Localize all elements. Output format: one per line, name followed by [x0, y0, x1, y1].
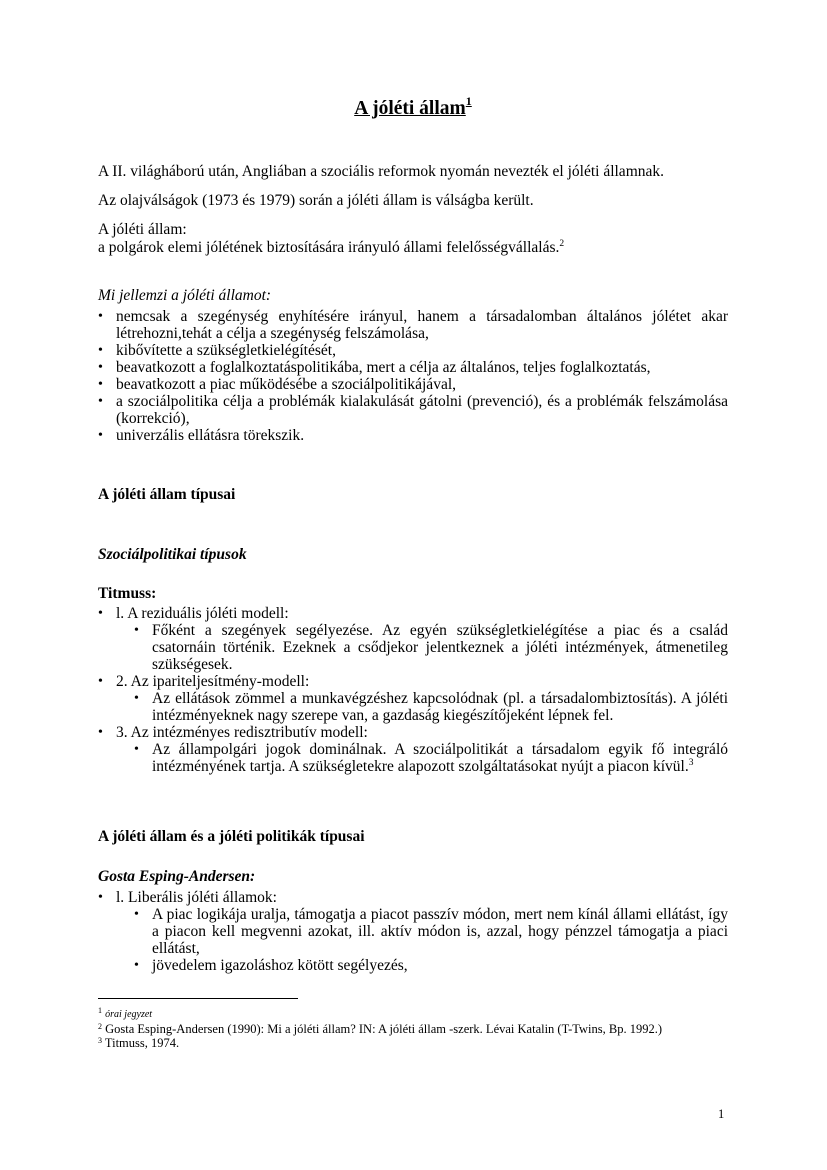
definition-text: [98, 239, 728, 256]
list-item: [98, 724, 728, 775]
footnote-divider: [98, 998, 298, 999]
sub-list: [134, 741, 728, 775]
list-item: • Az ellátások zömmel a munkavégzéshez kapcsolódnak (pl. a társadalombiztosítás). A jóléti intézményeknek nagy szerepe van, a gazdaság kiegészítőjeként lépnek fel.: [134, 690, 728, 724]
footnote-number: 2: [98, 1022, 102, 1031]
sub-list: [134, 906, 728, 974]
definition-sentence: a polgárok elemi jólétének biztosítására irányuló állami felelősségvállalás.: [98, 239, 560, 256]
footnote-number: 1: [98, 1006, 102, 1015]
sub-list: [134, 690, 728, 724]
footnote-mark: 3: [688, 758, 694, 768]
list-item: [98, 605, 728, 673]
footnote: [98, 1006, 728, 1022]
title-footnote-mark: 1: [465, 94, 472, 108]
list-item: • a szociálpolitika célja a problémák kialakulását gátolni (prevenció), és a problémák felszámolása (korrekció),: [98, 393, 728, 427]
model-label: 2. Az ipariteljesítmény-modell:: [116, 673, 310, 690]
item-label: l. Liberális jóléti államok:: [116, 889, 277, 906]
footnote-text: órai jegyzet: [105, 1009, 153, 1020]
model-label: 3. Az intézményes redisztributív modell:: [116, 724, 368, 741]
definition-label: A jóléti állam:: [98, 221, 187, 238]
footnotes: [98, 1006, 728, 1050]
list-item: • nemcsak a szegénység enyhítésére irányul, hanem a társadalomban általános jólétet akar létrehozni,tehát a célja a szegénység felszámolása,: [98, 308, 728, 342]
section-heading: A jóléti állam típusai: [98, 486, 236, 503]
list-item: • kibővítette a szükségletkielégítését,: [98, 342, 728, 359]
model-label: l. A reziduális jóléti modell:: [116, 605, 289, 622]
list-item: • jövedelem igazoláshoz kötött segélyezés,: [134, 957, 728, 974]
list-item: • A piac logikája uralja, támogatja a piacot passzív módon, mert nem kínál állami ellátást, így a piacon kell megvenni azokat, ill. aktív módon is, azzal, hogy pénzzel támogatja a piaci ellátást,: [134, 906, 728, 957]
esping-heading: Gosta Esping-Andersen:: [98, 868, 256, 885]
footnote-text: Gosta Esping-Andersen (1990): Mi a jóléti állam? IN: A jóléti állam -szerk. Lévai Katalin (T-Twins, Bp. 1992.): [105, 1022, 662, 1036]
document-title: [98, 94, 728, 119]
titmuss-models: [98, 605, 728, 775]
model-detail: Az állampolgári jogok dominálnak. A szociálpolitikát a társadalom egyik fő integráló intézményének tartja. A szükségletekre alapozott szolgáltatásokat nyújt a piacon kívül.: [152, 741, 728, 775]
section-heading: A jóléti állam és a jóléti politikák típusai: [98, 828, 365, 845]
footnote: [98, 1022, 728, 1036]
list-item: • beavatkozott a piac működésébe a szociálpolitikájával,: [98, 376, 728, 393]
intro-line: A II. világháború után, Angliában a szociális reformok nyomán nevezték el jóléti államnak.: [98, 163, 664, 180]
page-number: 1: [718, 1107, 725, 1121]
titmuss-heading: Titmuss:: [98, 585, 157, 602]
footnote: [98, 1036, 728, 1050]
intro-line: Az olajválságok (1973 és 1979) során a jóléti állam is válságba került.: [98, 192, 534, 209]
esping-list: [98, 889, 728, 974]
list-item: • Főként a szegények segélyezése. Az egyén szükségletkielégítése a piac és a család csatornáin történik. Ezeknek a csődjekor jelentkeznek a jóléti intézmények, átmenetileg szükségesek.: [134, 622, 728, 673]
list-item: [98, 673, 728, 724]
features-list: [98, 308, 728, 444]
list-item: • univerzális ellátásra törekszik.: [98, 427, 728, 444]
footnote-mark: 2: [559, 239, 565, 249]
features-heading: Mi jellemzi a jóléti államot:: [98, 287, 272, 304]
subsection-heading: Szociálpolitikai típusok: [98, 546, 247, 563]
footnote-text: Titmuss, 1974.: [104, 1036, 180, 1050]
sub-list: [134, 622, 728, 673]
list-item: [98, 889, 728, 974]
footnote-number: 3: [98, 1036, 102, 1045]
list-item: • beavatkozott a foglalkoztatáspolitikába, mert a célja az általános, teljes foglalkoztatás,: [98, 359, 728, 376]
list-item: [134, 741, 728, 775]
title-text: A jóléti állam: [354, 98, 466, 119]
